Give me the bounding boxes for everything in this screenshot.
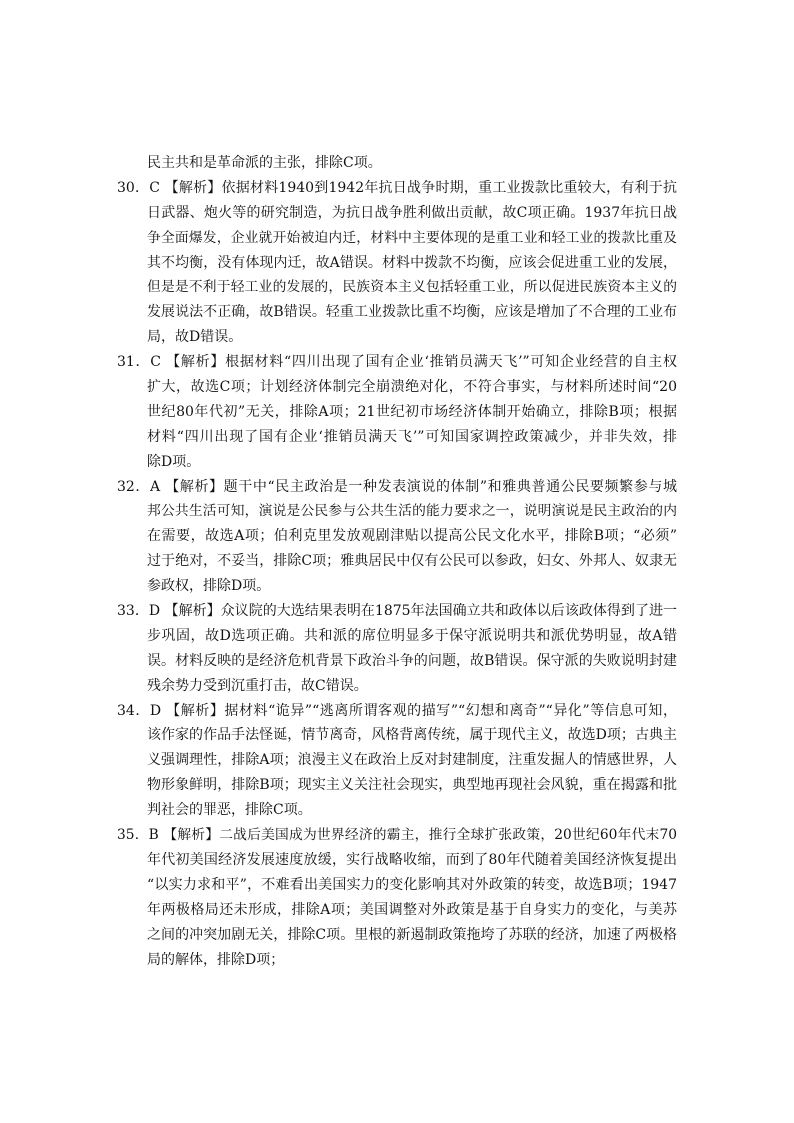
text-line: 除D项。 — [147, 453, 201, 470]
continued-explanation — [117, 151, 677, 176]
text-line: 材料“四川出现了国有企业‘推销员满天飞’”可知国家调控政策减少，并非失效，排 — [147, 428, 677, 445]
text-line: 在需要，故选A项；伯利克里发放观剧津贴以提高公民文化水平，排除B项；“必须” — [147, 528, 677, 545]
text-line: 其不均衡，没有体现内迁，故A错误。材料中拨款不均衡，应该会促进重工业的发展， — [147, 254, 677, 271]
text-line: 之间的冲突加剧无关，排除C项。里根的新遏制政策拖垮了苏联的经济，加速了两极格 — [147, 926, 677, 943]
question-33-explanation — [117, 599, 677, 699]
text-line: 扩大，故选C项；计划经济体制完全崩溃绝对化，不符合事实，与材料所述时间“20 — [147, 379, 677, 396]
text-line: 35．B 【解析】二战后美国成为世界经济的霸主，推行全球扩张政策，20世纪60年代末70 — [117, 827, 677, 844]
text-line: 民主共和是革命派的主张，排除C项。 — [147, 155, 382, 171]
question-34-explanation — [117, 699, 677, 823]
text-line: 局，故D错误。 — [147, 329, 243, 346]
text-line: 步巩固，故D选项正确。共和派的席位明显多于保守派说明共和派优势明显，故A错 — [147, 627, 677, 644]
text-line: 物形象鲜明，排除B项；现实主义关注社会现实，典型地再现社会风貌，重在揭露和批 — [147, 777, 677, 794]
text-line: 参政权，排除D项。 — [147, 578, 271, 595]
text-line: 33．D 【解析】众议院的大选结果表明在1875年法国确立共和政体以后该政体得到了进一 — [117, 603, 677, 620]
text-line: 但是是不利于轻工业的发展的，民族资本主义包括轻重工业，所以促进民族资本主义的 — [147, 279, 677, 296]
text-line: 34．D 【解析】据材料“诡异”“逃离所谓客观的描写”“幻想和离奇”“异化”等信息可知， — [117, 702, 677, 719]
text-line: 30．C 【解析】依据材料1940到1942年抗日战争时期，重工业拨款比重较大，有利于抗 — [117, 179, 677, 196]
question-35-explanation — [117, 823, 677, 972]
question-31-explanation — [117, 350, 677, 474]
question-32-explanation — [117, 475, 677, 599]
text-line: “以实力求和平”，不难看出美国实力的变化影响其对外政策的转变，故选B项；1947 — [147, 876, 677, 893]
text-line: 该作家的作品手法怪诞，情节离奇，风格背离传统，属于现代主义，故选D项；古典主 — [147, 727, 677, 744]
text-line: 年代初美国经济发展速度放缓，实行战略收缩，而到了80年代随着美国经济恢复提出 — [147, 851, 677, 868]
answer-explanations — [117, 151, 677, 972]
question-30-explanation — [117, 176, 677, 350]
text-line: 年两极格局还未形成，排除A项；美国调整对外政策是基于自身实力的变化，与美苏 — [147, 901, 677, 918]
text-line: 日武器、炮火等的研究制造，为抗日战争胜利做出贡献，故C项正确。1937年抗日战 — [147, 204, 677, 221]
text-line: 32．A 【解析】题干中“民主政治是一种发表演说的体制”和雅典普通公民要频繁参与城 — [117, 478, 677, 495]
text-line: 局的解体，排除D项； — [147, 951, 285, 968]
text-line: 邦公共生活可知，演说是公民参与公共生活的能力要求之一，说明演说是民主政治的内 — [147, 503, 677, 520]
text-line: 义强调理性，排除A项；浪漫主义在政治上反对封建制度，注重发掘人的情感世界，人 — [147, 752, 677, 769]
text-line: 误。材料反映的是经济危机背景下政治斗争的问题，故B错误。保守派的失败说明封建 — [147, 652, 677, 669]
text-line: 争全面爆发，企业就开始被迫内迁，材料中主要体现的是重工业和轻工业的拨款比重及 — [147, 229, 677, 246]
text-line: 残余势力受到沉重打击，故C错误。 — [147, 677, 368, 694]
text-line: 31．C 【解析】根据材料“四川出现了国有企业‘推销员满天飞’”可知企业经营的自主权 — [117, 354, 677, 371]
text-line: 发展说法不正确，故B错误。轻重工业拨款比重不均衡，应该是增加了不合理的工业布 — [147, 304, 677, 321]
text-line: 判社会的罪恶，排除C项。 — [147, 802, 312, 819]
text-line: 世纪80年代初”无关，排除A项；21世纪初市场经济体制开始确立，排除B项；根据 — [147, 403, 677, 420]
text-line: 过于绝对，不妥当，排除C项；雅典居民中仅有公民可以参政，妇女、外邦人、奴隶无 — [147, 553, 677, 570]
